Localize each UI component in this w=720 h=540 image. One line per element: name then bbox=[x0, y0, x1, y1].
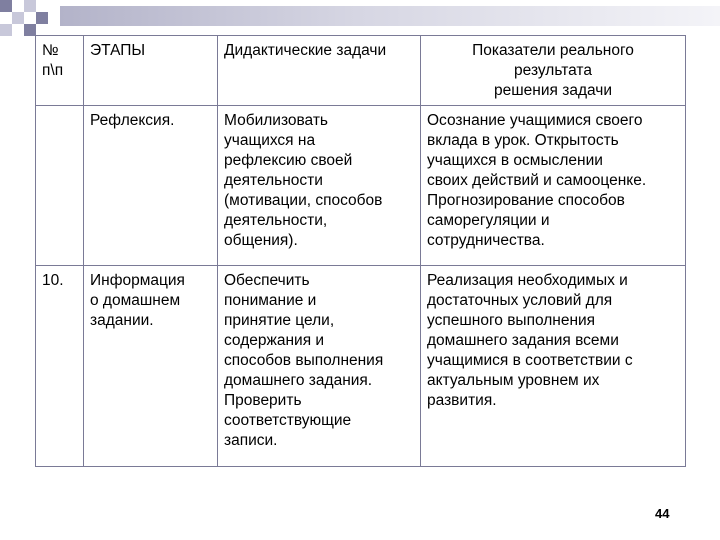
row-2-num: 10. bbox=[42, 272, 64, 289]
header-cell-indicators bbox=[421, 36, 686, 106]
lesson-stages-table bbox=[35, 35, 686, 467]
row-1-indicators-cell bbox=[421, 106, 686, 266]
header-cell-num bbox=[36, 36, 84, 106]
decor-square bbox=[0, 0, 12, 12]
row-1-tasks-cell bbox=[218, 106, 421, 266]
row-2-indicators: Реализация необходимых и достаточных условий для успешного выполнения домашнего задания всеми учащимися в соответствии с актуальным уровнем их развития. bbox=[427, 272, 633, 409]
lesson-stages-table-container bbox=[35, 35, 685, 467]
header-cell-tasks bbox=[218, 36, 421, 106]
header-tasks-text: Дидактические задачи bbox=[224, 42, 387, 59]
header-cell-stage bbox=[84, 36, 218, 106]
header-stage-text: ЭТАПЫ bbox=[90, 42, 146, 59]
row-1-stage: Рефлексия. bbox=[90, 112, 175, 129]
table-row bbox=[36, 106, 686, 266]
decor-square bbox=[24, 0, 36, 12]
header-num-text: № п\п bbox=[42, 42, 64, 79]
row-2-stage: Информация о домашнем задании. bbox=[90, 272, 185, 329]
row-2-indicators-cell bbox=[421, 266, 686, 467]
row-1-stage-cell bbox=[84, 106, 218, 266]
table-row bbox=[36, 266, 686, 467]
row-1-num-cell bbox=[36, 106, 84, 266]
decor-square bbox=[0, 24, 12, 36]
row-2-tasks: Обеспечить понимание и принятие цели, содержания и способов выполнения домашнего задания. Проверить соответствующие записи. bbox=[224, 272, 384, 449]
page-number: 44 bbox=[655, 506, 670, 521]
row-1-indicators: Осознание учащимися своего вклада в урок. Открытость учащихся в осмыслении своих действий и самооценке. Прогнозирование способов саморегуляции и сотрудничества. bbox=[427, 112, 647, 249]
row-2-tasks-cell bbox=[218, 266, 421, 467]
row-2-stage-cell bbox=[84, 266, 218, 467]
header-indicators-text: Показатели реального результата решения задачи bbox=[472, 42, 634, 99]
table-header-row bbox=[36, 36, 686, 106]
decor-square bbox=[36, 12, 48, 24]
decor-square bbox=[12, 12, 24, 24]
top-gradient-bar bbox=[60, 6, 720, 26]
corner-decoration bbox=[0, 0, 60, 40]
row-2-num-cell bbox=[36, 266, 84, 467]
row-1-tasks: Мобилизовать учащихся на рефлексию своей деятельности (мотивации, способов деятельности, общения). bbox=[224, 112, 383, 249]
